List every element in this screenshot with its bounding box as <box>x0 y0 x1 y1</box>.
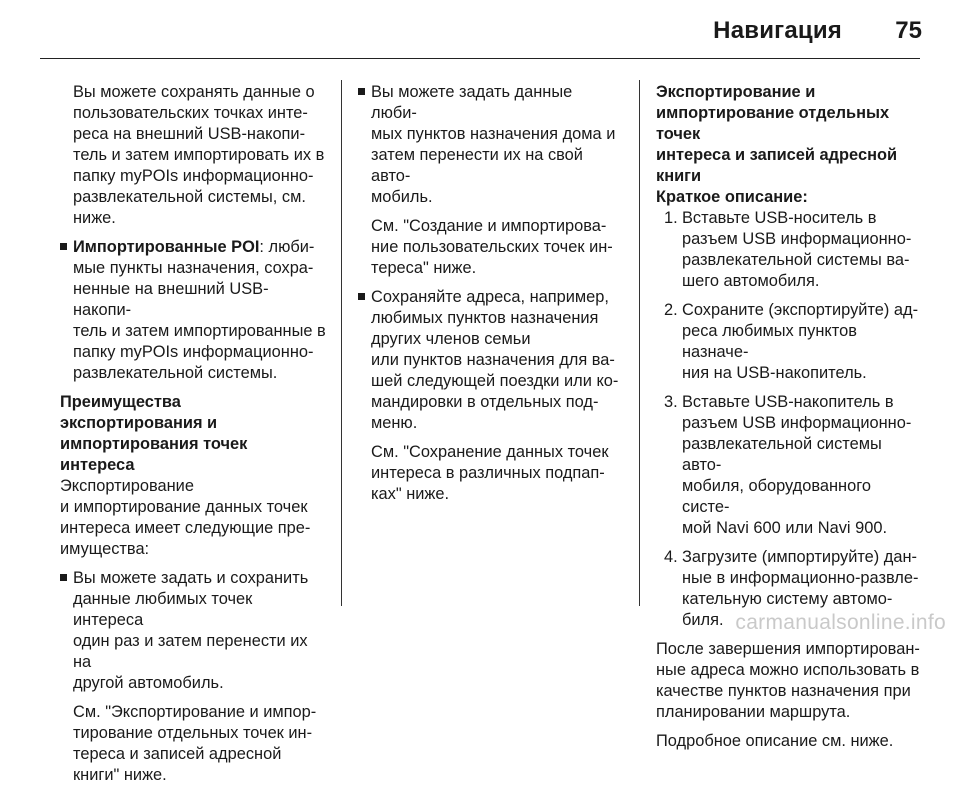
bullet-set-save: Вы можете задать и сохранить данные любимых точек интереса один раз и затем перенести их на другой автомобиль. См. "Экспортирование и импор- тирование отдельных точек ин- тереса и записей адресной книги" ниже. <box>60 568 326 786</box>
details-text: Подробное описание см. ниже. <box>656 732 894 750</box>
header-divider <box>40 58 920 59</box>
column-2 <box>358 82 622 513</box>
bullet-home-destinations: Вы можете задать данные люби- мых пунктов назначения дома и затем перенести их на свой авто- мобиль. См. "Создание и импортирова- ние пользовательских точек ин- тереса" ниже. <box>358 82 622 279</box>
term-imported-poi: Импортированные POI <box>73 238 260 256</box>
square-bullet-icon <box>60 243 67 250</box>
list-item: 1. Вставьте USB-носитель в разъем USB информационно- развлекательной системы ва- шего автомобиля. <box>664 209 912 290</box>
list-item: 4. Загрузите (импортируйте) дан- ные в информационно-развле- кательную систему автомо- биля. <box>664 548 919 629</box>
list-item: 2. Сохраните (экспортируйте) ад- реса любимых пунктов назначе- ния на USB-накопитель. <box>664 301 919 382</box>
advantages-text: Экспортирование и импортирование данных точек интереса имеет следующие пре- имущества: <box>60 477 311 558</box>
list-item: 3. Вставьте USB-накопитель в разъем USB информационно- развлекательной системы авто- мобиля, оборудованного систе- мой Navi 600 или Navi 900. <box>664 393 912 537</box>
column-1 <box>60 82 326 794</box>
bullet-save-addresses: Сохраняйте адреса, например, любимых пунктов назначения других членов семьи или пунктов назначения для ва- шей следующей поездки или ко- мандировки в отдельных под- меню. См. "Сохранение данных точек интереса в различных подпап- ках" ниже. <box>358 287 622 505</box>
after-text: После завершения импортирован- ные адреса можно использовать в качестве пунктов назначения при планировании маршрута. <box>656 640 920 721</box>
column-3 <box>656 82 922 760</box>
column-divider-1 <box>341 80 342 606</box>
export-import-heading: Экспортирование и импортирование отдельных точек интереса и записей адресной книги <box>656 83 898 185</box>
steps-list <box>656 208 922 631</box>
page-number: 75 <box>895 17 922 44</box>
square-bullet-icon <box>358 88 365 95</box>
square-bullet-icon <box>358 293 365 300</box>
column-divider-2 <box>639 80 640 606</box>
bullet-imported-poi: Импортированные POI: люби- мые пункты назначения, сохра- ненные на внешний USB-накопи- тель и затем импортированные в папку myPOIs информационно- развлекательной системы. <box>60 237 326 384</box>
advantages-heading: Преимущества экспортирования и импортирования точек интереса <box>60 393 248 474</box>
summary-label: Краткое описание: <box>656 188 808 206</box>
page-header <box>0 0 960 58</box>
intro-paragraph: Вы можете сохранять данные о пользовательских точках инте- реса на внешний USB-накопи- тель и затем импортировать их в папку myPOIs информационно- развлекательной системы, см. ниже. <box>73 83 325 227</box>
section-title: Навигация <box>713 17 842 44</box>
square-bullet-icon <box>60 574 67 581</box>
watermark: carmanualsonline.info <box>735 611 946 634</box>
